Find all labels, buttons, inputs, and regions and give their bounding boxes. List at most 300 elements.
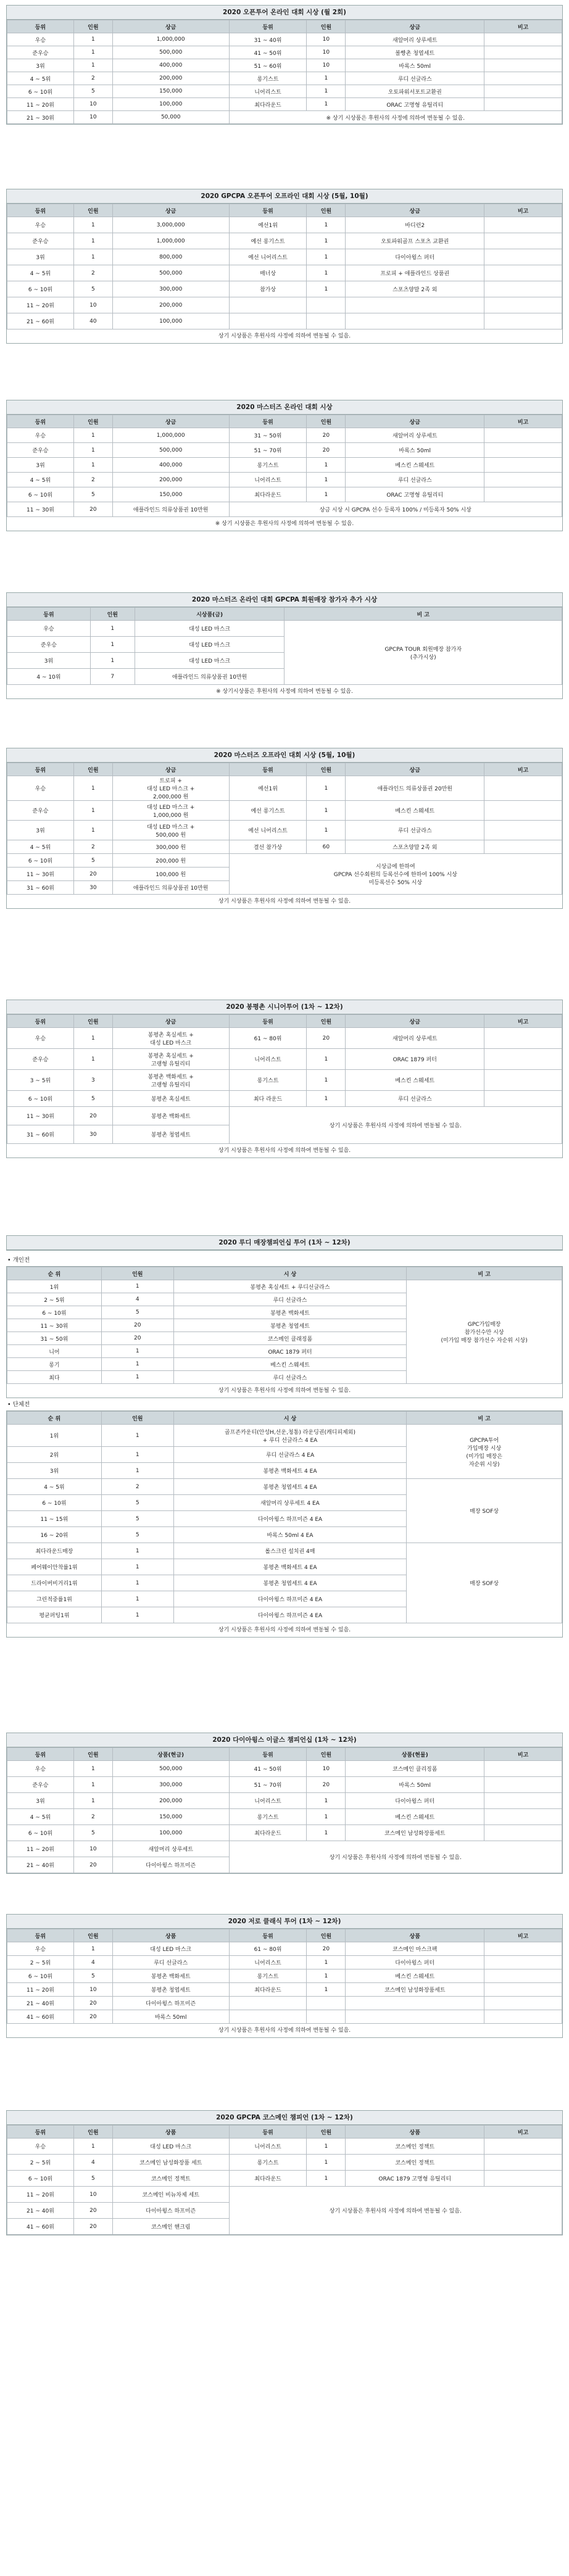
table-cell <box>229 1997 307 2010</box>
table-cell: 베스킨 스웨세트 <box>346 801 484 821</box>
table-cell: 1 <box>101 1345 173 1358</box>
team-table-block <box>6 1410 563 1638</box>
table-cell: 61 ~ 80위 <box>229 1028 307 1049</box>
col-header: 비고 <box>484 2126 562 2139</box>
table-cell: 예선1위 <box>229 776 307 801</box>
table-cell: 4 ~ 10위 <box>7 669 91 685</box>
table-cell: 20 <box>101 1332 173 1345</box>
table-cell <box>484 313 562 329</box>
table-cell: 21 ~ 60위 <box>7 313 74 329</box>
table-cell: 1 <box>307 458 346 473</box>
col-header: 상품(현물) <box>346 1748 484 1761</box>
table-cell: 5 <box>101 1495 173 1511</box>
table-row <box>7 1942 562 1956</box>
table-cell: 베스킨 스웨세트 <box>346 1809 484 1825</box>
table-cell: 우승 <box>7 776 74 801</box>
table-cell: 1 <box>73 1793 112 1809</box>
col-header: 인원 <box>307 1748 346 1761</box>
col-header: 상금 <box>346 415 484 428</box>
table-cell: 6 ~ 10위 <box>7 487 74 502</box>
table-cell <box>307 1997 346 2010</box>
table-cell: ORAC 1879 퍼터 <box>346 1049 484 1070</box>
table-cell: 20 <box>73 2010 112 2024</box>
table-cell: 400,000 <box>112 59 229 72</box>
table-cell: 6 ~ 10위 <box>7 1091 74 1107</box>
table-cell: 10 <box>307 46 346 59</box>
table-cell: 1 <box>101 1447 173 1463</box>
table-cell: 300,000 <box>112 1777 229 1793</box>
table-cell: 스포츠양말 2족 외 <box>346 840 484 854</box>
col-header: 등위 <box>229 1929 307 1942</box>
table-cell: 1 <box>101 1425 173 1447</box>
section-title: 2020 마스터즈 오프라인 대회 시상 (5월, 10월) <box>7 748 562 763</box>
table-cell: 루디 선글라스 <box>346 72 484 85</box>
table-cell <box>484 249 562 265</box>
table-cell: 20 <box>307 1028 346 1049</box>
table-cell: GPC가입매장 참가선수만 시상 (미가입 매장 참가선수 자순위 시상) <box>407 1280 562 1384</box>
table-cell: 5 <box>73 487 112 502</box>
table-cell: 롤스크린 설치권 4매 <box>173 1543 407 1559</box>
table-cell: 1 <box>73 428 112 443</box>
table-cell: 4 ~ 5위 <box>7 473 74 487</box>
table-cell: 4 ~ 5위 <box>7 265 74 281</box>
table-cell: 최다라운드 <box>229 1983 307 1997</box>
col-header: 상품(현금) <box>112 1748 229 1761</box>
table-row <box>7 1956 562 1969</box>
table-cell: 1 <box>307 1825 346 1841</box>
table-cell: 상기 시상품은 후원사의 사정에 의하여 변동될 수 있음. <box>229 1107 562 1144</box>
table-row <box>7 217 562 233</box>
table-cell: 2 <box>73 1809 112 1825</box>
table-cell: 다이아윙스 하프미즌 4 EA <box>173 1607 407 1623</box>
prize-table <box>7 607 562 685</box>
table-cell: 6 ~ 10위 <box>7 1306 102 1319</box>
prize-table <box>7 1929 562 2024</box>
table-cell: 대성 LED 마스크 + 500,000 원 <box>112 821 229 840</box>
table-cell: 20 <box>307 1777 346 1793</box>
table-cell: 20 <box>307 428 346 443</box>
table-cell: 바록스 50ml <box>346 443 484 458</box>
col-header: 시 상 <box>173 1267 407 1280</box>
col-header: 인원 <box>307 204 346 217</box>
table-cell: 1 <box>73 233 112 249</box>
table-cell: 코스메인 클래징폼 <box>173 1332 407 1345</box>
table-cell: 새알머리 상루세트 <box>346 1028 484 1049</box>
table-cell: 6 ~ 10위 <box>7 281 74 297</box>
col-header: 비고 <box>484 204 562 217</box>
table-row <box>7 1761 562 1777</box>
table-cell: 1 <box>307 1809 346 1825</box>
table-cell: 최다라운드 <box>229 98 307 111</box>
table-cell: 우승 <box>7 1028 74 1049</box>
table-cell: 20 <box>73 868 112 881</box>
table-row <box>7 1983 562 1997</box>
table-cell: 20 <box>73 1857 112 1873</box>
prize-table <box>7 1267 562 1384</box>
table-cell: 5 <box>101 1511 173 1527</box>
table-row <box>7 33 562 46</box>
table-cell: 10 <box>73 1841 112 1857</box>
table-cell <box>484 2155 562 2171</box>
col-header: 인원 <box>307 2126 346 2139</box>
table-cell: 10 <box>73 2187 112 2203</box>
table-cell: 5 <box>73 85 112 98</box>
table-cell: 1 <box>307 2139 346 2155</box>
table-cell: 1 <box>101 1559 173 1575</box>
table-cell: 2 ~ 5위 <box>7 1956 74 1969</box>
table-row <box>7 776 562 801</box>
table-cell <box>484 1070 562 1091</box>
section-cosmain-champion <box>6 2110 563 2235</box>
table-cell: 1 <box>73 1049 112 1070</box>
table-cell: ORAC 1879 퍼터 <box>173 1345 407 1358</box>
col-header: 등위 <box>229 20 307 33</box>
table-cell <box>484 217 562 233</box>
table-cell: 1 <box>101 1463 173 1479</box>
table-cell: 3 <box>73 1070 112 1091</box>
table-cell: 41 ~ 60위 <box>7 2010 74 2024</box>
table-cell: 20 <box>307 1942 346 1956</box>
table-cell: 21 ~ 40위 <box>7 1857 74 1873</box>
section-masters-offline <box>6 748 563 909</box>
table-row <box>7 233 562 249</box>
table-cell: 시상금에 한하여 GPCPA 선수회원의 등록선수에 한하여 100% 시상 미등록선수 50% 시상 <box>229 854 562 895</box>
table-cell: 1 <box>90 637 135 653</box>
table-cell: 준우승 <box>7 637 91 653</box>
table-cell: 1 <box>307 85 346 98</box>
table-cell: 봉평촌 청엽세트 <box>112 1983 229 1997</box>
table-cell: 매장 SOF상 <box>407 1543 562 1623</box>
table-cell: 준우승 <box>7 46 74 59</box>
table-cell: 상금 시상 시 GPCPA 선수 등록자 100% / 미등록자 50% 시상 <box>229 502 562 517</box>
table-cell: 1 <box>307 72 346 85</box>
table-cell: 4 ~ 5위 <box>7 840 74 854</box>
table-cell: 니어리스트 <box>229 473 307 487</box>
table-row <box>7 1793 562 1809</box>
table-cell: 1 <box>307 1793 346 1809</box>
table-cell: 루디 선글라스 <box>346 1091 484 1107</box>
table-row <box>7 1969 562 1983</box>
table-cell: 1 <box>73 249 112 265</box>
table-row <box>7 2010 562 2024</box>
table-cell: 5 <box>73 1825 112 1841</box>
table-cell: 참가상 <box>229 281 307 297</box>
col-header: 비고 <box>484 415 562 428</box>
table-cell <box>484 1942 562 1956</box>
table-cell: 베스킨 스웨세트 <box>346 1070 484 1091</box>
table-cell: 다이아윙스 하프미즌 <box>112 2203 229 2219</box>
table-cell: 예선 니어리스트 <box>229 821 307 840</box>
table-cell: 4 ~ 5위 <box>7 1809 74 1825</box>
table-cell: 예선 롱기스트 <box>229 233 307 249</box>
table-cell: 1 <box>73 1777 112 1793</box>
col-header: 상금 <box>346 204 484 217</box>
table-cell: 바록스 50ml <box>346 59 484 72</box>
col-header: 등위 <box>7 20 74 33</box>
table-cell: 봉평촌 혹실세트 <box>112 1091 229 1107</box>
table-cell: 1 <box>73 46 112 59</box>
table-cell: 1위 <box>7 1280 102 1293</box>
table-cell: 51 ~ 70위 <box>229 1777 307 1793</box>
table-cell: 1 <box>73 776 112 801</box>
table-cell: 21 ~ 30위 <box>7 111 74 124</box>
table-cell: 코스메인 남성화장품 세트 <box>112 2155 229 2171</box>
table-cell: 니어 <box>7 1345 102 1358</box>
table-cell: 1 <box>90 653 135 669</box>
table-cell: 1,000,000 <box>112 428 229 443</box>
table-cell: 31 ~ 60위 <box>7 1125 74 1144</box>
table-cell: 우승 <box>7 428 74 443</box>
section-title: 2020 마스터즈 온라인 대회 GPCPA 회원매장 참가자 추가 시상 <box>7 593 562 607</box>
individual-table-block <box>6 1266 563 1398</box>
table-cell: 대성 LED 마스크 <box>135 637 284 653</box>
table-cell: 1 <box>307 821 346 840</box>
col-header: 비 고 <box>284 608 562 621</box>
table-cell: 1,000,000 <box>112 33 229 46</box>
table-cell: 2 <box>73 72 112 85</box>
table-cell: 봉평촌 청엽세트 <box>173 1319 407 1332</box>
table-cell: 11 ~ 30위 <box>7 502 74 517</box>
table-cell: 20 <box>73 2219 112 2235</box>
table-cell: 롱기스트 <box>229 1969 307 1983</box>
table-cell: 10 <box>73 111 112 124</box>
table-cell: 1 <box>73 821 112 840</box>
col-header: 등위 <box>229 204 307 217</box>
table-cell: 준우승 <box>7 443 74 458</box>
table-row <box>7 1825 562 1841</box>
col-header: 상금 <box>346 1015 484 1028</box>
table-cell <box>484 840 562 854</box>
table-cell: 6 ~ 10위 <box>7 1969 74 1983</box>
table-cell: 4 <box>73 2155 112 2171</box>
table-cell: 최다라운드 <box>229 487 307 502</box>
table-row <box>7 840 562 854</box>
table-row <box>7 265 562 281</box>
table-cell: 바록스 50ml <box>112 2010 229 2024</box>
footnote: ※ 상기시상품은 후원사의 사정에 의하여 변동될 수 있음. <box>216 689 353 695</box>
table-cell: 31 ~ 60위 <box>7 881 74 895</box>
table-cell: 1 <box>90 621 135 637</box>
table-cell: 1 <box>101 1371 173 1384</box>
table-cell: 애플라인드 의류상품권 10만원 <box>112 881 229 895</box>
table-cell: 5 <box>73 2171 112 2187</box>
table-cell <box>307 2010 346 2024</box>
table-cell: 루디 선글라스 4 EA <box>173 1447 407 1463</box>
table-row <box>7 801 562 821</box>
table-cell: 루디 선글라스 <box>346 821 484 840</box>
table-cell <box>484 1825 562 1841</box>
section-title: 2020 봉평촌 시니어투어 (1차 ~ 12차) <box>7 1000 562 1014</box>
table-cell <box>346 2010 484 2024</box>
col-header: 상품 <box>346 1929 484 1942</box>
table-row <box>7 297 562 313</box>
table-cell: 골프존카운티(안성H,선운,청통) 라운딩권(캐디피제외) + 루디 선글라스 4 EA <box>173 1425 407 1447</box>
table-row <box>7 1028 562 1049</box>
table-cell: 3,000,000 <box>112 217 229 233</box>
table-cell: 루디 선글라스 <box>173 1371 407 1384</box>
table-cell: 새알머리 상루세트 4 EA <box>173 1495 407 1511</box>
table-cell: 1 <box>73 443 112 458</box>
table-cell: 코스메인 정책트 <box>112 2171 229 2187</box>
prize-table <box>7 1411 562 1623</box>
table-cell: 41 ~ 50위 <box>229 46 307 59</box>
table-row <box>7 281 562 297</box>
table-cell: 20 <box>73 502 112 517</box>
table-row <box>7 1049 562 1070</box>
table-cell: 롱기스트 <box>229 72 307 85</box>
table-cell: 예선 니어리스트 <box>229 249 307 265</box>
table-cell: 6 ~ 10위 <box>7 854 74 868</box>
table-cell: 1 <box>307 1983 346 1997</box>
table-cell: 베스킨 스웨세트 <box>173 1358 407 1371</box>
table-cell: 40 <box>73 313 112 329</box>
table-cell: 100,000 <box>112 1825 229 1841</box>
table-cell: 대성 LED 마스크 <box>135 653 284 669</box>
table-cell: 우승 <box>7 217 74 233</box>
table-cell: 500,000 <box>112 443 229 458</box>
prize-table <box>7 20 562 124</box>
table-cell <box>484 443 562 458</box>
table-row <box>7 854 562 868</box>
col-header: 등위 <box>7 415 74 428</box>
table-cell: 200,000 <box>112 1793 229 1809</box>
table-cell: 11 ~ 30위 <box>7 868 74 881</box>
table-cell: 바록스 50ml <box>346 1777 484 1793</box>
table-row <box>7 458 562 473</box>
table-cell: 1 <box>307 233 346 249</box>
col-header: 인원 <box>307 415 346 428</box>
table-cell: 최다 <box>7 1371 102 1384</box>
table-cell: 200,000 <box>112 72 229 85</box>
table-cell: 니어리스트 <box>229 1793 307 1809</box>
table-cell <box>484 98 562 111</box>
table-row <box>7 46 562 59</box>
table-cell: 30 <box>73 881 112 895</box>
table-cell: 코스메인 남성화장품세트 <box>346 1983 484 1997</box>
section-open-tour-online <box>6 5 563 125</box>
table-cell <box>346 1997 484 2010</box>
table-cell: 41 ~ 50위 <box>229 1761 307 1777</box>
section-title: 2020 오픈투어 온라인 대회 시상 (월 2회) <box>7 6 562 20</box>
table-cell: 1 <box>307 473 346 487</box>
col-header: 등위 <box>7 608 91 621</box>
col-header: 인원 <box>73 763 112 776</box>
table-cell: 200,000 원 <box>112 854 229 868</box>
table-cell: 다이아윙스 퍼터 <box>346 1793 484 1809</box>
col-header: 등위 <box>229 415 307 428</box>
table-cell: 41 ~ 60위 <box>7 2219 74 2235</box>
table-cell: 우승 <box>7 1761 74 1777</box>
table-cell: 프로피 + 애플라인드 상품권 <box>346 265 484 281</box>
individual-label: • 개인전 <box>7 1255 30 1264</box>
table-cell: 500,000 <box>112 46 229 59</box>
table-row <box>7 2187 562 2203</box>
table-cell: 우승 <box>7 1942 74 1956</box>
table-cell: 드라이버비거리1위 <box>7 1575 102 1591</box>
table-cell: 루디 선글라스 <box>173 1293 407 1306</box>
table-cell: 봉평촌 백화세트 <box>112 1969 229 1983</box>
table-cell: 1 <box>101 1607 173 1623</box>
col-header: 인원 <box>73 1748 112 1761</box>
col-header: 비 고 <box>407 1267 562 1280</box>
table-cell: ※ 상기 시상품은 후원사의 사정에 의하여 변동될 수 있음. <box>229 111 562 124</box>
col-header: 등위 <box>7 2126 74 2139</box>
table-cell: 1 <box>307 2171 346 2187</box>
col-header: 등위 <box>7 1929 74 1942</box>
table-cell: 1 <box>307 98 346 111</box>
table-cell: 20 <box>73 1107 112 1125</box>
table-cell: 코스메인 마스크팩 <box>346 1942 484 1956</box>
table-cell <box>484 801 562 821</box>
col-header: 상품 <box>112 1929 229 1942</box>
table-cell: 봉평촌 백화세트 + 고랭형 유틸리티 <box>112 1070 229 1091</box>
prize-table <box>7 1747 562 1873</box>
table-row <box>7 1543 562 1559</box>
table-cell: 예선 롱기스트 <box>229 801 307 821</box>
col-header: 등위 <box>7 1748 74 1761</box>
table-row <box>7 2171 562 2187</box>
table-cell <box>229 297 307 313</box>
table-cell <box>484 72 562 85</box>
table-cell <box>346 313 484 329</box>
table-cell: 1 <box>307 776 346 801</box>
table-cell: 4 ~ 5위 <box>7 72 74 85</box>
prize-table <box>7 1014 562 1144</box>
table-cell: GPCPA투어 가입매장 시상 (미가입 매장은 자순위 시상) <box>407 1425 562 1479</box>
table-cell: 우승 <box>7 33 74 46</box>
col-header: 순 위 <box>7 1267 102 1280</box>
table-cell: 바디런2 <box>346 217 484 233</box>
table-cell <box>484 1761 562 1777</box>
table-cell: 11 ~ 20위 <box>7 1841 74 1857</box>
team-label: • 단체전 <box>7 1399 30 1408</box>
table-cell: 1 <box>101 1591 173 1607</box>
table-cell: 1 <box>101 1280 173 1293</box>
table-cell: 1 <box>73 217 112 233</box>
table-row <box>7 821 562 840</box>
table-cell: 150,000 <box>112 487 229 502</box>
table-cell: 코스메인 남성화장품세트 <box>346 1825 484 1841</box>
table-cell: 루디 선글라스 <box>346 473 484 487</box>
table-cell: 애플라인드 의류상품권 10만원 <box>135 669 284 685</box>
table-cell: 니어리스트 <box>229 1049 307 1070</box>
table-cell <box>484 1809 562 1825</box>
table-cell: 3위 <box>7 458 74 473</box>
col-header: 인원 <box>101 1267 173 1280</box>
col-header: 상품 <box>346 2126 484 2139</box>
table-cell: 스포츠양말 2족 외 <box>346 281 484 297</box>
col-header: 인원 <box>90 608 135 621</box>
table-cell: 1 <box>307 487 346 502</box>
table-cell: 봉평촌 청엽세트 4 EA <box>173 1479 407 1495</box>
table-cell <box>484 1997 562 2010</box>
col-header: 인원 <box>73 20 112 33</box>
table-cell: 6 ~ 10위 <box>7 85 74 98</box>
table-row <box>7 1070 562 1091</box>
table-cell: 2 ~ 5위 <box>7 1293 102 1306</box>
table-cell <box>484 46 562 59</box>
col-header: 비고 <box>484 763 562 776</box>
col-header: 등위 <box>229 763 307 776</box>
table-cell: 31 ~ 50위 <box>7 1332 102 1345</box>
table-cell: 1위 <box>7 1425 102 1447</box>
table-row <box>7 1425 562 1447</box>
table-cell: 3 ~ 5위 <box>7 1070 74 1091</box>
table-cell <box>484 2010 562 2024</box>
table-cell: 대성 LED 마스크 <box>112 1942 229 1956</box>
table-cell: 5 <box>73 1091 112 1107</box>
table-cell: 베스킨 스웨세트 <box>346 458 484 473</box>
